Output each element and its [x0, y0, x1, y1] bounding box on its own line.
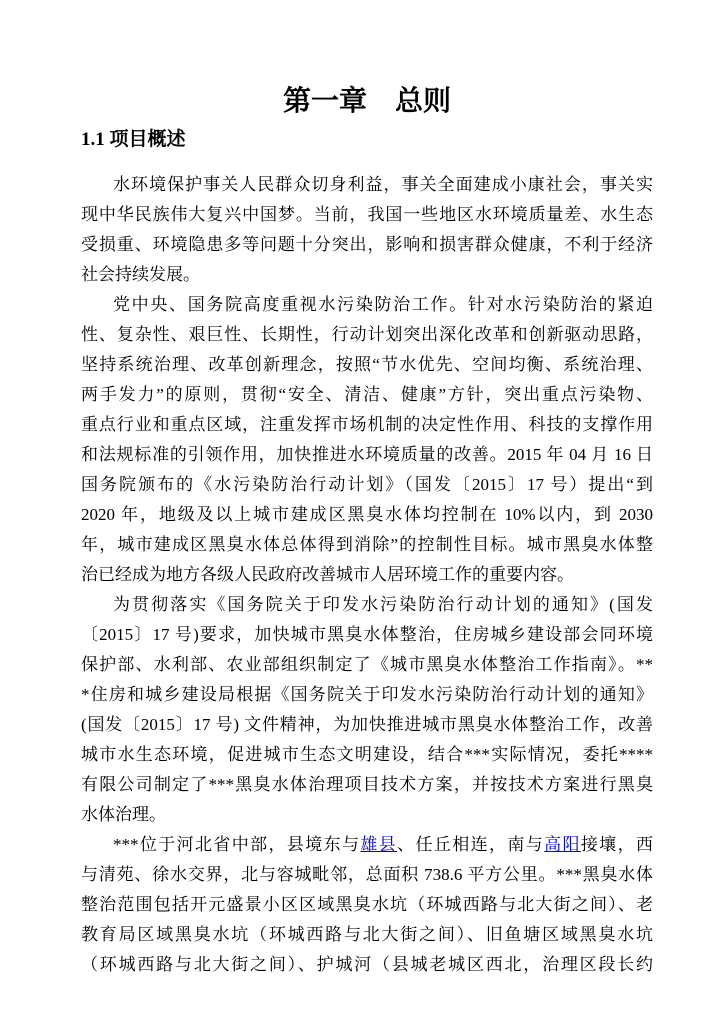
text-segment: 与清苑、徐水交界，北与容城毗邻，总面积 738.6 平方公里。***黑臭水体: [81, 865, 653, 884]
text-segment: 接壤，西: [580, 835, 653, 854]
text-line: [81, 350, 653, 380]
hyperlink-gaoyang[interactable]: 高阳: [544, 835, 581, 854]
text-line: [81, 170, 653, 200]
text-segment: (国发〔2015〕17 号) 文件精神，为加快推进城市黑臭水体整治工作，改善: [81, 715, 653, 734]
text-segment: 有限公司制定了***黑臭水体治理项目技术方案，并按技术方案进行黑臭: [81, 775, 653, 794]
text-line: [81, 500, 653, 530]
text-line: [81, 860, 653, 890]
text-line: [81, 650, 653, 680]
text-line: [81, 410, 653, 440]
text-line: [81, 230, 653, 260]
text-line: [81, 320, 653, 350]
text-line: [81, 620, 653, 650]
text-line: [81, 380, 653, 410]
text-segment: 水体治理。: [81, 805, 166, 824]
text-line: [81, 890, 653, 920]
text-line: [81, 560, 653, 590]
text-segment: 教育局区域黑臭水坑（环城西路与北大街之间）、旧鱼塘区域黑臭水坑: [81, 925, 653, 944]
text-segment: 社会持续发展。: [81, 265, 200, 284]
text-line: [81, 710, 653, 740]
text-segment: 保护部、水利部、农业部组织制定了《城市黑臭水体整治工作指南》。**: [81, 655, 653, 674]
chapter-title: 第一章 总则: [282, 86, 451, 117]
text-segment: 重点行业和重点区域，注重发挥市场机制的决定性作用、科技的支撑作用: [81, 415, 653, 434]
text-segment: 年，城市建成区黑臭水体总体得到消除”的控制性目标。城市黑臭水体整: [81, 535, 653, 554]
text-segment: 〔2015〕17 号)要求，加快城市黑臭水体整治，住房城乡建设部会同环境: [81, 625, 653, 644]
text-segment: 2020 年，地级及以上城市建成区黑臭水体均控制在 10%以内，到 2030: [81, 505, 653, 524]
text-line: [81, 290, 653, 320]
text-segment: 党中央、国务院高度重视水污染防治工作。针对水污染防治的紧迫: [113, 295, 653, 314]
text-line: [81, 590, 653, 620]
paragraph-4: [81, 830, 653, 980]
text-line: [81, 740, 653, 770]
text-line: [81, 260, 653, 290]
paragraph-3: [81, 590, 653, 830]
document-body: [81, 170, 653, 980]
text-segment: *住房和城乡建设局根据《国务院关于印发水污染防治行动计划的通知》: [81, 685, 653, 704]
text-segment: （环城西路与北大街之间）、护城河（县城老城区西北，治理区段长约: [81, 955, 653, 974]
text-segment: 水环境保护事关人民群众切身利益，事关全面建成小康社会，事关实: [113, 175, 653, 194]
paragraph-1: [81, 170, 653, 290]
text-line: [81, 680, 653, 710]
text-segment: 整治范围包括开元盛景小区区域黑臭水坑（环城西路与北大街之间）、老: [81, 895, 653, 914]
text-segment: 城市水生态环境，促进城市生态文明建设，结合***实际情况，委托****: [81, 745, 653, 764]
text-line: [81, 800, 653, 830]
text-segment: 国务院颁布的《水污染防治行动计划》（国发〔2015〕17 号）提出“到: [81, 475, 653, 494]
text-line: [81, 200, 653, 230]
text-line: [81, 440, 653, 470]
text-segment: 受损重、环境隐患多等问题十分突出，影响和损害群众健康，不利于经济: [81, 235, 653, 254]
text-line: [81, 770, 653, 800]
text-line: [81, 950, 653, 980]
text-segment: 和法规标准的引领作用，加快推进水环境质量的改善。2015 年 04 月 16 日: [81, 445, 653, 464]
text-line: [81, 830, 653, 860]
text-segment: 治已经成为地方各级人民政府改善城市人居环境工作的重要内容。: [81, 565, 574, 584]
text-segment: 现中华民族伟大复兴中国梦。当前，我国一些地区水环境质量差、水生态: [81, 205, 653, 224]
text-segment: 、任丘相连，南与: [397, 835, 545, 854]
text-line: [81, 470, 653, 500]
section-heading: 1.1 项目概述: [81, 129, 186, 150]
text-segment: 坚持系统治理、改革创新理念，按照“节水优先、空间均衡、系统治理、: [81, 355, 653, 374]
text-segment: 两手发力”的原则，贯彻“安全、清洁、健康”方针，突出重点污染物、: [81, 385, 653, 404]
hyperlink-xiongxian[interactable]: 雄县: [360, 835, 398, 854]
text-segment: 为贯彻落实《国务院关于印发水污染防治行动计划的通知》(国发: [113, 595, 653, 614]
paragraph-2: [81, 290, 653, 590]
text-segment: ***位于河北省中部，县境东与: [113, 835, 361, 854]
text-line: [81, 920, 653, 950]
text-line: [81, 530, 653, 560]
text-segment: 性、复杂性、艰巨性、长期性，行动计划突出深化改革和创新驱动思路，: [81, 325, 653, 344]
